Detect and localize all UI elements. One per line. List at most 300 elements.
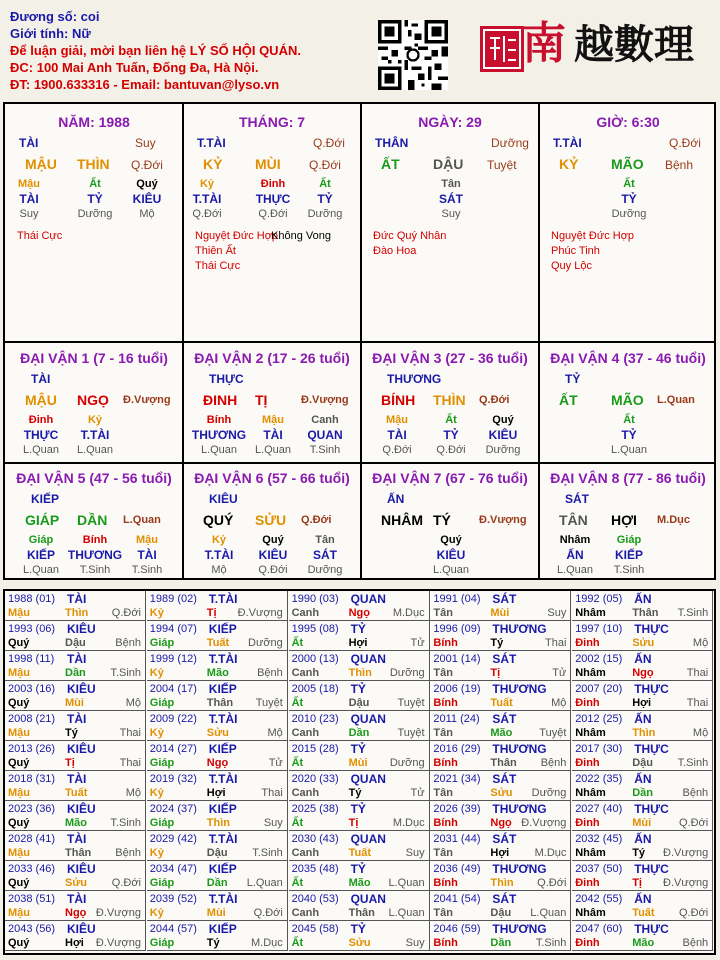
year-cell [572,921,713,951]
dv-hidden-stem: Tân [315,534,335,546]
year-cell [289,711,430,741]
year-cell [430,801,571,831]
pillar-branch: DẬU [433,156,464,172]
year-label: 1990 (03) [291,593,339,605]
dai-van-title: ĐẠI VẬN 4 (37 - 46 tuổi) [550,350,706,366]
year-phase: Mộ [692,637,709,649]
year-label: 2023 (36) [8,803,56,815]
dv-hidden-stem: Bính [82,534,108,546]
year-phase: Đ.Vượng [663,847,709,859]
year-ten-god: TÀI [67,892,87,906]
year-stem: Nhâm [575,847,606,859]
year-ten-god: KIẾP [208,922,237,936]
year-cell [572,741,713,771]
year-stem: Canh [291,847,320,859]
year-stem: Kỷ [149,787,164,799]
year-label: 2030 (43) [291,833,339,845]
dai-van-phase: Đ.Vượng [479,514,527,526]
year-label: 2021 (34) [433,773,481,785]
year-cell [289,801,430,831]
year-ten-god: KIÊU [67,862,96,876]
pillar-star: Thiên Ất [195,245,236,257]
year-branch: Thìn [65,607,89,619]
year-phase: T.Sinh [252,847,283,859]
year-label: 2011 (24) [433,713,480,725]
year-branch: Dậu [348,697,370,709]
year-stem: Ất [291,937,304,949]
dv-hidden-phase: Q.Đới [382,444,412,456]
year-branch: Thân [65,847,92,859]
year-label: 2010 (23) [291,713,339,725]
dv-hidden-phase: L.Quan [254,444,292,456]
dv-hidden-ten-god: KIÊU [436,548,466,562]
year-stem: Bính [433,817,458,829]
year-ten-god: KIÊU [67,622,96,636]
year-ten-god: THỰC [634,682,669,696]
year-ten-god: TÀI [67,592,87,606]
pillar-branch-phase: Q.Đới [309,158,341,172]
dv-hidden-phase: T.Sinh [309,444,341,456]
year-branch: Tị [65,757,75,769]
year-branch: Mùi [490,607,510,619]
year-ten-god: SÁT [492,832,517,846]
year-phase: M.Dục [392,817,425,829]
year-stem: Quý [8,877,30,889]
year-phase: Tuyệt [255,697,283,709]
year-label: 2035 (48) [291,863,339,875]
hidden-phase: Suy [441,208,461,220]
year-stem: Ất [291,757,304,769]
year-phase: Mộ [125,787,141,799]
year-cell [147,891,288,921]
hidden-ten-god: TÀI [19,192,39,206]
dv-hidden-ten-god: SÁT [313,548,337,562]
year-ten-god: KIẾP [208,682,237,696]
year-ten-god: THỰC [634,802,669,816]
dv-hidden-phase: T.Sinh [79,564,111,576]
year-cell [572,681,713,711]
hidden-phase: Dưỡng [77,208,113,220]
year-cell [430,591,571,621]
year-ten-god: SÁT [492,652,517,666]
year-branch: Tị [348,817,359,829]
year-branch: Sửu [632,637,655,649]
dv-hidden-phase: Q.Đới [258,564,288,576]
year-stem: Kỷ [149,667,164,679]
pillar-branch: THÌN [77,156,110,172]
year-label: 2033 (46) [8,863,56,875]
dv-hidden-stem: Ất [445,414,457,426]
year-label: 2031 (44) [433,833,481,845]
gender: Giới tính: Nữ [10,26,91,41]
year-stem: Bính [433,637,458,649]
year-cell [5,711,146,741]
pillar-title: GIỜ: 6:30 [596,114,660,130]
year-stem: Bính [433,757,458,769]
chart-main-box [3,102,716,580]
year-ten-god: TÀI [67,832,87,846]
year-cell [430,741,571,771]
dai-van-stem: NHÂM [381,512,423,528]
year-label: 2009 (22) [149,713,197,725]
year-stem: Đinh [575,757,600,769]
year-ten-god: SÁT [492,592,517,606]
year-branch: Tị [206,607,217,619]
year-ten-god: QUAN [350,652,386,666]
year-branch: Thân [632,607,659,619]
year-branch: Hợi [65,937,84,949]
year-ten-god: ẤN [634,832,652,846]
dai-van-phase: L.Quan [123,514,161,526]
year-branch: Sửu [206,727,229,739]
year-ten-god: QUAN [350,832,386,846]
contact-phone-email: ĐT: 1900.633316 - Email: bantuvan@lyso.vn [10,77,280,92]
year-branch: Ngọ [206,757,229,769]
year-stem: Mậu [8,907,30,919]
year-phase: Mộ [551,697,567,709]
year-branch: Hợi [348,637,368,649]
year-phase: Thai [686,667,709,679]
hidden-stem: Đinh [260,178,286,190]
year-label: 1996 (09) [433,623,481,635]
year-stem: Đinh [575,697,600,709]
pillar-star: Nguyệt Đức Hợp [551,230,635,242]
year-stem: Nhâm [575,607,606,619]
hidden-stem: Ất [623,178,635,190]
dai-van-ten-god: TÀI [31,372,51,386]
year-cell [289,921,430,951]
year-label: 2016 (29) [433,743,481,755]
year-stem: Ất [291,817,304,829]
year-stem: Giáp [149,817,175,829]
dai-van-phase: M.Dục [657,514,690,526]
year-phase: T.Sinh [677,607,709,619]
dai-van-phase: Đ.Vượng [123,394,171,406]
year-cell [147,651,288,681]
year-cell [5,741,146,771]
year-label: 2020 (33) [291,773,339,785]
year-label: 1992 (05) [575,593,623,605]
year-label: 2028 (41) [8,833,56,845]
dv-hidden-ten-god: KIẾP [26,548,56,562]
year-cell [430,771,571,801]
year-label: 2034 (47) [149,863,197,875]
year-branch: Tý [65,727,78,739]
year-phase: Tử [410,787,425,799]
year-branch: Tị [632,877,642,889]
year-branch: Tuất [348,847,371,859]
year-cell [147,861,288,891]
year-branch: Thìn [490,877,514,889]
year-phase: Suy [263,817,283,829]
dv-hidden-phase: Dưỡng [307,564,343,576]
year-phase: L.Quan [530,907,567,919]
year-label: 2022 (35) [575,773,623,785]
dv-hidden-stem: Quý [440,534,462,546]
year-cell [572,861,713,891]
dai-van-title: ĐẠI VẬN 3 (27 - 36 tuổi) [372,350,528,366]
year-phase: Thai [261,787,283,799]
year-phase: T.Sinh [110,817,141,829]
year-label: 2029 (42) [149,833,197,845]
year-stem: Quý [8,817,30,829]
year-phase: Thai [544,637,567,649]
hidden-stem: Ất [319,178,331,190]
year-label: 2036 (49) [433,863,481,875]
header-info [10,8,380,93]
dai-van-ten-god: KIÊU [209,492,238,506]
hidden-ten-god: TỶ [621,192,637,206]
dai-van-stem: TÂN [559,512,588,528]
year-ten-god: THƯƠNG [492,862,547,876]
dv-hidden-stem: Kỷ [211,534,227,546]
year-ten-god: TÀI [67,652,87,666]
pillar-star: Thái Cực [195,260,241,272]
year-stem: Ất [291,877,304,889]
year-cell [572,891,713,921]
dai-van-ten-god: TỶ [565,372,581,386]
dv-hidden-phase: T.Sinh [131,564,163,576]
dai-van-ten-god: THỰC [209,372,244,386]
year-stem: Đinh [575,817,600,829]
year-branch: Mão [65,817,87,829]
dv-hidden-ten-god: KIÊU [488,428,518,442]
hidden-stem: Kỷ [199,178,215,190]
year-cell [5,621,146,651]
year-stem: Quý [8,937,30,949]
year-branch: Sửu [65,877,88,889]
year-ten-god: THƯƠNG [492,622,547,636]
year-stem: Mậu [8,727,30,739]
dv-hidden-ten-god: TÀI [137,548,157,562]
year-stem: Đinh [575,937,600,949]
year-cell [289,741,430,771]
year-phase: Dưỡng [248,637,283,649]
year-branch: Thìn [348,667,372,679]
pillar-ten-god: TÀI [19,136,39,150]
dv-hidden-ten-god: THỰC [23,428,59,442]
qr-code-icon [378,20,448,90]
year-label: 2041 (54) [433,893,481,905]
year-ten-god: T.TÀI [208,892,238,906]
dv-hidden-ten-god: TÀI [263,428,283,442]
year-phase: Q.Đới [111,607,141,619]
year-branch: Dần [632,787,653,799]
hidden-phase: Q.Đới [192,208,222,220]
dv-hidden-ten-god: ẤN [566,548,584,562]
pillar-branch: MÙI [255,156,281,172]
year-label: 1997 (10) [575,623,623,635]
dai-van-ten-god: ẤN [387,492,405,506]
dv-hidden-stem: Quý [492,414,514,426]
year-ten-god: TỶ [350,862,366,876]
pillar-star: Phúc Tinh [551,245,600,257]
dv-hidden-stem: Mậu [136,534,158,546]
dv-hidden-phase: L.Quan [432,564,470,576]
year-branch: Hợi [490,847,510,859]
year-cell [5,831,146,861]
year-label: 2024 (37) [149,803,197,815]
year-label: 1989 (02) [149,593,197,605]
year-label: 2006 (19) [433,683,481,695]
pillar-stem: KỶ [559,156,579,172]
year-label: 2046 (59) [433,923,481,935]
year-cell [289,621,430,651]
hidden-ten-god: KIÊU [132,192,162,206]
year-label: 2012 (25) [575,713,623,725]
dv-hidden-ten-god: T.TÀI [80,428,110,442]
year-ten-god: THƯƠNG [492,742,547,756]
year-cell [430,921,571,951]
hidden-phase: Dưỡng [307,208,343,220]
annual-luck-grid [3,589,716,955]
year-label: 2017 (30) [575,743,623,755]
year-ten-god: KIÊU [67,922,96,936]
year-branch: Mão [348,877,371,889]
year-phase: Đ.Vượng [237,607,283,619]
year-stem: Đinh [575,637,600,649]
year-cell [5,681,146,711]
year-ten-god: ẤN [634,892,652,906]
year-phase: Đ.Vượng [521,817,567,829]
year-cell [430,621,571,651]
year-branch: Tý [632,847,646,859]
year-ten-god: THỰC [634,742,669,756]
year-cell [5,891,146,921]
hidden-stem: Ất [89,178,101,190]
year-label: 2002 (15) [575,653,623,665]
year-phase: L.Quan [388,877,425,889]
year-branch: Mão [632,937,655,949]
year-branch: Dậu [65,637,86,649]
year-branch: Dậu [632,757,653,769]
year-label: 2013 (26) [8,743,56,755]
year-cell [147,621,288,651]
year-branch: Dậu [490,907,512,919]
year-cell [572,651,713,681]
dv-hidden-phase: L.Quan [22,444,60,456]
dv-hidden-phase: Mộ [211,564,227,576]
pillar-title: NGÀY: 29 [418,114,482,130]
year-stem: Mậu [8,847,30,859]
year-stem: Tân [433,847,453,859]
year-ten-god: QUAN [350,772,386,786]
year-label: 2018 (31) [8,773,56,785]
seal-icon [478,8,710,74]
year-stem: Bính [433,937,458,949]
year-cell [147,801,288,831]
dv-hidden-stem: Bính [206,414,232,426]
year-cell [289,681,430,711]
dai-van-ten-god: KIẾP [31,492,60,506]
year-phase: Dưỡng [389,757,425,769]
year-branch: Dần [206,877,228,889]
year-stem: Kỷ [149,907,164,919]
year-cell [147,711,288,741]
year-phase: Tử [268,757,283,769]
year-stem: Giáp [149,877,175,889]
year-ten-god: T.TÀI [208,652,238,666]
year-phase: T.Sinh [535,937,567,949]
hidden-ten-god: TỶ [87,192,103,206]
year-label: 1988 (01) [8,593,56,605]
year-cell [289,591,430,621]
year-phase: Bệnh [682,937,709,949]
year-stem: Canh [291,607,320,619]
dai-van-ten-god: SÁT [565,492,589,506]
year-phase: Tuyệt [539,727,567,739]
dai-van-branch: SỬU [255,512,287,528]
year-branch: Hợi [206,787,226,799]
year-cell [147,771,288,801]
dai-van-phase: Đ.Vượng [301,394,349,406]
hidden-phase: Mộ [139,208,155,220]
year-cell [289,771,430,801]
dai-van-ten-god: THƯƠNG [387,372,442,386]
year-branch: Hợi [632,697,652,709]
year-ten-god: QUAN [350,712,386,726]
pillar-star: Đức Quý Nhân [373,230,447,242]
year-branch: Thân [206,697,234,709]
year-label: 2026 (39) [433,803,481,815]
year-ten-god: THỰC [634,862,669,876]
dai-van-branch: TÝ [433,512,451,528]
year-cell [5,651,146,681]
year-cell [572,591,713,621]
owner-name: Đương số: coi [10,9,100,24]
year-cell [572,711,713,741]
year-stem: Nhâm [575,907,606,919]
hidden-stem: Quý [136,178,158,190]
year-stem: Nhâm [575,727,606,739]
pillar-title: NĂM: 1988 [58,114,130,130]
year-cell [572,621,713,651]
pillar-branch-phase: Tuyệt [487,158,517,172]
year-phase: Q.Đới [253,907,283,919]
year-ten-god: KIÊU [67,682,96,696]
dai-van-title: ĐẠI VẬN 1 (7 - 16 tuổi) [20,350,168,366]
year-label: 2000 (13) [291,653,339,665]
year-stem: Giáp [149,937,175,949]
year-branch: Thìn [206,817,231,829]
year-ten-god: ẤN [634,712,652,726]
dai-van-phase: Q.Đới [479,394,510,406]
year-ten-god: ẤN [634,652,652,666]
year-ten-god: ẤN [634,592,652,606]
year-ten-god: KIẾP [208,622,237,636]
year-branch: Mão [206,667,229,679]
year-cell [430,651,571,681]
year-branch: Tý [348,787,362,799]
year-phase: Dưỡng [389,667,425,679]
dai-van-title: ĐẠI VẬN 8 (77 - 86 tuổi) [550,470,706,486]
year-ten-god: T.TÀI [208,832,238,846]
dai-van-branch: NGỌ [77,392,109,408]
year-stem: Mậu [8,787,30,799]
dai-van-stem: ĐINH [203,392,238,408]
year-phase: Q.Đới [678,817,709,829]
year-phase: Suy [547,607,567,619]
year-phase: Q.Đới [537,877,567,889]
year-cell [147,591,288,621]
year-ten-god: TÀI [67,712,87,726]
year-phase: Đ.Vượng [95,907,141,919]
pillar-top-right: Suy [135,136,156,150]
year-cell [289,891,430,921]
dai-van-phase: Q.Đới [301,514,332,526]
year-cell [430,861,571,891]
year-label: 2045 (58) [291,923,339,935]
